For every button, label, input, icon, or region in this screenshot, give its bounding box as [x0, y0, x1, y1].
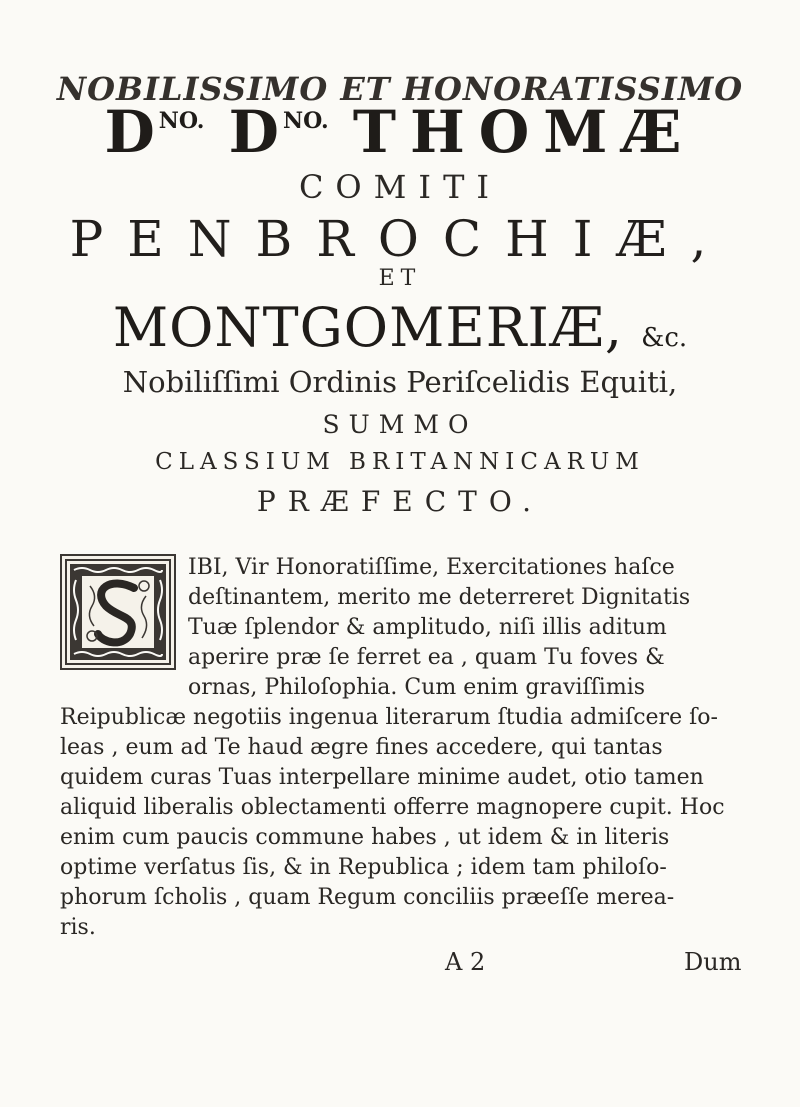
body-line: ris.: [60, 915, 96, 940]
title-classium: CLASSIUM BRITANNICARUM: [155, 449, 645, 475]
title-etc: &c.: [641, 323, 688, 353]
body-line: enim cum paucis commune habes , ut idem & in literis: [60, 825, 670, 850]
body-line: leas , eum ad Te haud ægre fines accedere, qui tantas: [60, 735, 663, 760]
decorated-initial-s: [60, 554, 176, 670]
title-nobilissimi: Nobiliſſimi Ordinis Periſcelidis Equiti,: [122, 365, 678, 399]
title-summo: SUMMO: [322, 410, 478, 439]
title-montgomeriae: MONTGOMERIÆ,: [112, 296, 623, 359]
body-line: aliquid liberalis oblectamenti offerre magnopere cupit. Hoc: [60, 795, 725, 820]
title-et: ET: [378, 266, 422, 291]
body-line: Tuæ ſplendor & amplitudo, niſi illis aditum: [188, 615, 667, 640]
body-line: phorum ſcholis , quam Regum conciliis præeſſe merea-: [60, 885, 675, 910]
dedication-line: NOBILISSIMO ET HONORATISSIMO: [56, 70, 744, 108]
body-line: deſtinantem, merito me deterreret Dignitatis: [188, 585, 691, 610]
body-line: IBI, Vir Honoratiſſime, Exercitationes haſce: [188, 555, 675, 580]
body-line: quidem curas Tuas interpellare minime audet, otio tamen: [60, 765, 704, 790]
title-montgomeriae-line: [0, 296, 800, 359]
dno-abbrev: $D^{NO.}$: [104, 98, 205, 166]
ornament-icon: [62, 556, 174, 668]
dno-abbrev: $D^{NO.}$: [228, 98, 329, 166]
title-names-line: [0, 98, 800, 166]
signature-mark: A 2: [445, 948, 486, 976]
title-comiti: COMITI: [298, 168, 502, 206]
name-thomae: THOMÆ: [352, 98, 696, 166]
body-line: ornas, Philoſophia. Cum enim graviſſimis: [188, 675, 646, 700]
body-line: optime verſatus ſis, & in Republica ; idem tam philoſo-: [60, 855, 667, 880]
body-line: aperire præ ſe ferret ea , quam Tu foves &: [188, 645, 665, 670]
title-praefecto: PRÆFECTO.: [256, 485, 544, 518]
catchword: Dum: [684, 948, 742, 976]
title-penbrochiae: PENBROCHIÆ,: [69, 210, 731, 268]
body-line: Reipublicæ negotiis ingenua literarum ſtudia admiſcere ſo-: [60, 705, 718, 730]
